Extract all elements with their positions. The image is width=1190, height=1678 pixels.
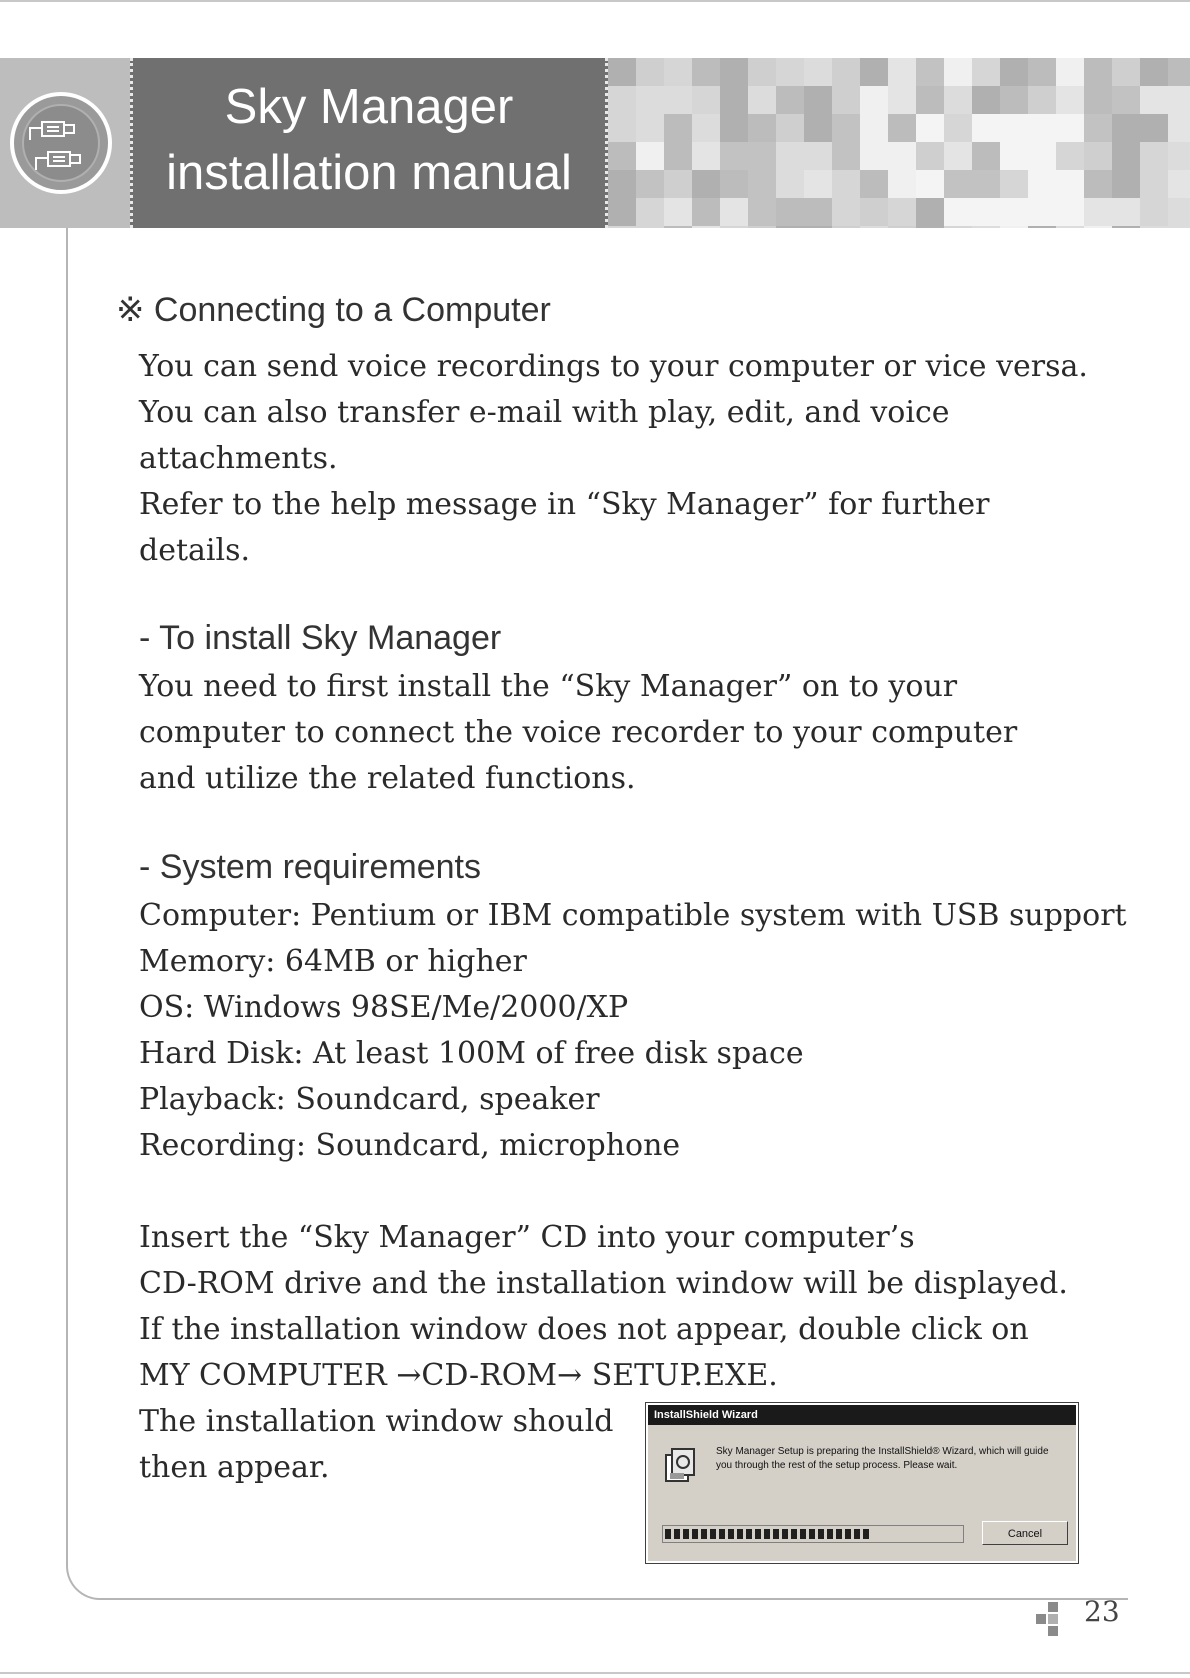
mosaic-tile bbox=[804, 114, 832, 142]
top-rule bbox=[0, 0, 1190, 2]
setup-icon bbox=[662, 1445, 702, 1485]
mosaic-tile bbox=[804, 58, 832, 86]
header-title-block bbox=[130, 58, 608, 228]
mosaic-tile bbox=[1056, 198, 1084, 226]
installshield-dialog bbox=[646, 1403, 1078, 1563]
dialog-progress-bar bbox=[662, 1525, 964, 1543]
mosaic-tile bbox=[916, 198, 944, 226]
mosaic-tile bbox=[1028, 198, 1056, 226]
page-number: 23 bbox=[1084, 1595, 1120, 1628]
mosaic-tile bbox=[888, 142, 916, 170]
mosaic-tile bbox=[776, 198, 804, 226]
mosaic-tile bbox=[720, 114, 748, 142]
section-heading-connect: ※ Connecting to a Computer bbox=[116, 291, 551, 329]
connect-line-3: attachments. bbox=[139, 441, 338, 476]
mosaic-tile bbox=[748, 58, 776, 86]
connect-line-1: You can send voice recordings to your computer or vice versa. bbox=[139, 349, 1088, 384]
insert-line-5: The installation window should bbox=[139, 1404, 614, 1439]
mosaic-tile bbox=[972, 114, 1000, 142]
mosaic-tile bbox=[1000, 170, 1028, 198]
mosaic-tile bbox=[860, 142, 888, 170]
mosaic-tile bbox=[944, 58, 972, 86]
header-title-line2: installation manual bbox=[166, 146, 572, 200]
mosaic-tile bbox=[972, 198, 1000, 226]
mosaic-tile bbox=[1084, 142, 1112, 170]
mosaic-tile bbox=[608, 58, 636, 86]
header-logo bbox=[10, 92, 112, 194]
bottom-rule bbox=[0, 1672, 1190, 1674]
mosaic-tile bbox=[664, 114, 692, 142]
mosaic-tile bbox=[636, 142, 664, 170]
progress-fill bbox=[665, 1529, 872, 1539]
mosaic-tile bbox=[1028, 86, 1056, 114]
mosaic-tile bbox=[1084, 114, 1112, 142]
mosaic-tile bbox=[916, 58, 944, 86]
mosaic-tile bbox=[1056, 114, 1084, 142]
mosaic-tile bbox=[776, 170, 804, 198]
mosaic-tile bbox=[1028, 58, 1056, 86]
mosaic-tile bbox=[972, 142, 1000, 170]
mosaic-tile bbox=[692, 198, 720, 226]
mosaic-tile bbox=[1056, 58, 1084, 86]
mosaic-tile bbox=[1140, 142, 1168, 170]
mosaic-tile bbox=[804, 170, 832, 198]
mosaic-tile bbox=[1084, 86, 1112, 114]
mosaic-tile bbox=[1168, 58, 1190, 86]
install-line-2: computer to connect the voice recorder to your computer bbox=[139, 715, 1018, 750]
mosaic-tile bbox=[608, 114, 636, 142]
mosaic-tile bbox=[832, 170, 860, 198]
mosaic-tile bbox=[860, 114, 888, 142]
insert-line-4: MY COMPUTER →CD-ROM→ SETUP.EXE. bbox=[139, 1358, 778, 1393]
requirement-line-3: OS: Windows 98SE/Me/2000/XP bbox=[139, 990, 629, 1025]
mosaic-tile bbox=[804, 198, 832, 226]
mosaic-tile bbox=[692, 114, 720, 142]
mosaic-tile bbox=[1028, 170, 1056, 198]
mosaic-tile bbox=[832, 114, 860, 142]
mosaic-tile bbox=[748, 86, 776, 114]
mosaic-tile bbox=[888, 114, 916, 142]
section-heading-requirements: - System requirements bbox=[139, 848, 481, 886]
insert-line-1: Insert the “Sky Manager” CD into your computer’s bbox=[139, 1220, 915, 1255]
requirement-line-2: Memory: 64MB or higher bbox=[139, 944, 527, 979]
mosaic-tile bbox=[832, 142, 860, 170]
mosaic-tile bbox=[888, 86, 916, 114]
mosaic-tile bbox=[860, 86, 888, 114]
mosaic-tile bbox=[1084, 58, 1112, 86]
mosaic-tile bbox=[720, 86, 748, 114]
mosaic-tile bbox=[972, 86, 1000, 114]
mosaic-tile bbox=[860, 198, 888, 226]
mosaic-tile bbox=[1000, 114, 1028, 142]
mosaic-tile bbox=[748, 114, 776, 142]
mosaic-tile bbox=[636, 198, 664, 226]
mosaic-tile bbox=[1112, 170, 1140, 198]
mosaic-tile bbox=[860, 170, 888, 198]
mosaic-tile bbox=[944, 86, 972, 114]
mosaic-tile bbox=[860, 58, 888, 86]
mosaic-tile bbox=[1140, 170, 1168, 198]
mosaic-tile bbox=[944, 142, 972, 170]
mosaic-tile bbox=[1112, 142, 1140, 170]
mosaic-tile bbox=[1140, 114, 1168, 142]
mosaic-tile bbox=[776, 58, 804, 86]
mosaic-tile bbox=[1084, 170, 1112, 198]
dialog-message: Sky Manager Setup is preparing the InstallShield® Wizard, which will guide you through the rest of the setup process. Please wait. bbox=[716, 1446, 1049, 1471]
mosaic-tile bbox=[664, 86, 692, 114]
mosaic-tile bbox=[1056, 142, 1084, 170]
mosaic-tile bbox=[636, 58, 664, 86]
mosaic-tile bbox=[608, 198, 636, 226]
mosaic-tile bbox=[692, 86, 720, 114]
mosaic-tile bbox=[608, 170, 636, 198]
mosaic-tile bbox=[972, 170, 1000, 198]
connect-line-5: details. bbox=[139, 533, 251, 568]
connect-line-4: Refer to the help message in “Sky Manager” for further bbox=[139, 487, 990, 522]
mosaic-tile bbox=[1140, 58, 1168, 86]
mosaic-tile bbox=[888, 170, 916, 198]
mosaic-tile bbox=[972, 58, 1000, 86]
mosaic-tile bbox=[1084, 198, 1112, 226]
insert-line-2: CD-ROM drive and the installation window will be displayed. bbox=[139, 1266, 1068, 1301]
mosaic-tile bbox=[1168, 170, 1190, 198]
mosaic-tile bbox=[776, 114, 804, 142]
requirement-line-5: Playback: Soundcard, speaker bbox=[139, 1082, 600, 1117]
insert-line-3: If the installation window does not appear, double click on bbox=[139, 1312, 1029, 1347]
mosaic-tile bbox=[1112, 198, 1140, 226]
mosaic-tile bbox=[944, 114, 972, 142]
mosaic-tile bbox=[720, 142, 748, 170]
mosaic-tile bbox=[1000, 58, 1028, 86]
requirement-line-1: Computer: Pentium or IBM compatible system with USB support bbox=[139, 898, 1127, 933]
install-line-3: and utilize the related functions. bbox=[139, 761, 636, 796]
mosaic-tile bbox=[720, 58, 748, 86]
mosaic-tile bbox=[664, 142, 692, 170]
mosaic-tile bbox=[916, 114, 944, 142]
mosaic-tile bbox=[832, 198, 860, 226]
mosaic-tile bbox=[692, 170, 720, 198]
mosaic-tile bbox=[1028, 114, 1056, 142]
section-heading-install: - To install Sky Manager bbox=[139, 619, 502, 657]
install-line-1: You need to first install the “Sky Manager” on to your bbox=[139, 669, 958, 704]
cancel-button[interactable]: Cancel bbox=[982, 1521, 1068, 1545]
header-mosaic bbox=[608, 58, 1190, 228]
mosaic-tile bbox=[832, 58, 860, 86]
mosaic-tile bbox=[636, 170, 664, 198]
mosaic-tile bbox=[1140, 198, 1168, 226]
mosaic-tile bbox=[1000, 142, 1028, 170]
mosaic-tile bbox=[1168, 86, 1190, 114]
mosaic-tile bbox=[944, 170, 972, 198]
connect-line-2: You can also transfer e-mail with play, edit, and voice bbox=[139, 395, 950, 430]
mosaic-tile bbox=[776, 142, 804, 170]
mosaic-tile bbox=[720, 198, 748, 226]
mosaic-tile bbox=[664, 58, 692, 86]
mosaic-tile bbox=[916, 170, 944, 198]
mosaic-tile bbox=[664, 198, 692, 226]
mosaic-tile bbox=[1000, 198, 1028, 226]
mosaic-tile bbox=[748, 170, 776, 198]
page-marker-icon bbox=[1036, 1602, 1070, 1636]
dialog-title: InstallShield Wizard bbox=[648, 1405, 1076, 1425]
mosaic-tile bbox=[1112, 58, 1140, 86]
mosaic-tile bbox=[776, 86, 804, 114]
mosaic-tile bbox=[916, 142, 944, 170]
mosaic-tile bbox=[1140, 226, 1168, 228]
mosaic-tile bbox=[608, 86, 636, 114]
mosaic-tile bbox=[1140, 86, 1168, 114]
mosaic-tile bbox=[888, 198, 916, 226]
mosaic-tile bbox=[944, 198, 972, 226]
mosaic-tile bbox=[636, 86, 664, 114]
mosaic-tile bbox=[1056, 170, 1084, 198]
requirement-line-6: Recording: Soundcard, microphone bbox=[139, 1128, 681, 1163]
mosaic-tile bbox=[1112, 86, 1140, 114]
mosaic-tile bbox=[608, 142, 636, 170]
mosaic-tile bbox=[748, 142, 776, 170]
mosaic-tile bbox=[916, 86, 944, 114]
mosaic-tile bbox=[636, 114, 664, 142]
mosaic-tile bbox=[664, 170, 692, 198]
connector-icon bbox=[28, 118, 102, 176]
mosaic-tile bbox=[1000, 86, 1028, 114]
mosaic-tile bbox=[804, 86, 832, 114]
mosaic-tile bbox=[748, 198, 776, 226]
requirement-line-4: Hard Disk: At least 100M of free disk space bbox=[139, 1036, 804, 1071]
mosaic-tile bbox=[1168, 198, 1190, 226]
insert-line-6: then appear. bbox=[139, 1450, 330, 1485]
mosaic-tile bbox=[1056, 86, 1084, 114]
mosaic-tile bbox=[692, 142, 720, 170]
mosaic-tile bbox=[1168, 114, 1190, 142]
mosaic-tile bbox=[888, 58, 916, 86]
header-title-line1: Sky Manager bbox=[224, 80, 514, 134]
mosaic-tile bbox=[720, 170, 748, 198]
mosaic-tile bbox=[1168, 142, 1190, 170]
mosaic-tile bbox=[1168, 226, 1190, 228]
mosaic-tile bbox=[804, 142, 832, 170]
mosaic-tile bbox=[832, 86, 860, 114]
mosaic-tile bbox=[692, 58, 720, 86]
mosaic-tile bbox=[1028, 142, 1056, 170]
mosaic-tile bbox=[1112, 114, 1140, 142]
